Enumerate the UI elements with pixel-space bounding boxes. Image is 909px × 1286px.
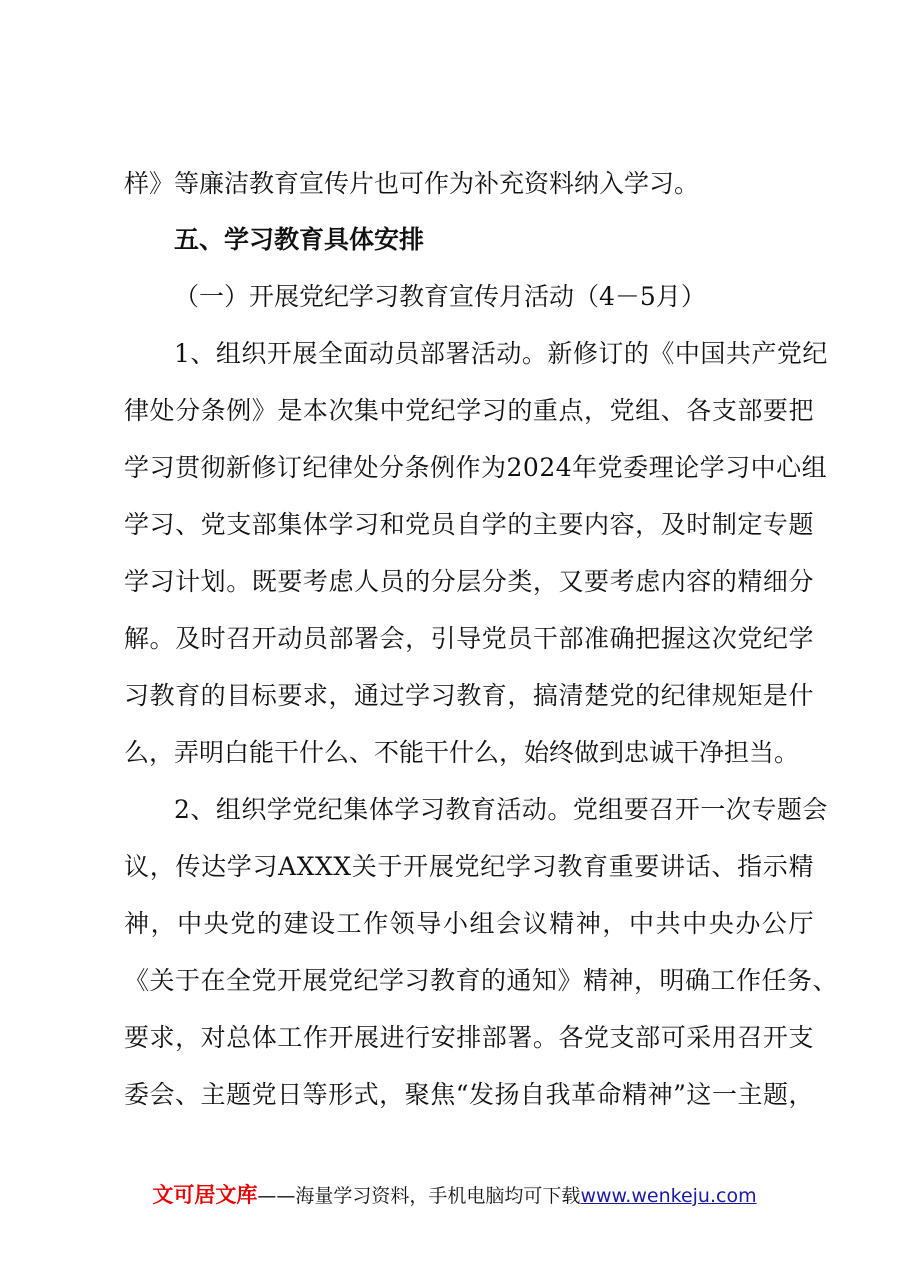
- paragraph-line: 神，中央党的建设工作领导小组会议精神，中共中央办公厅: [124, 909, 814, 938]
- footer-banner: [0, 1180, 909, 1211]
- footer-link[interactable]: www.wenkeju.com: [580, 1185, 757, 1207]
- paragraph-line: 习教育的目标要求，通过学习教育，搞清楚党的纪律规矩是什: [124, 681, 814, 710]
- paragraph-line: 《关于在全党开展党纪学习教育的通知》精神，明确工作任务、: [124, 966, 839, 995]
- paragraph-line: 律处分条例》是本次集中党纪学习的重点，党组、各支部要把: [124, 396, 814, 425]
- paragraph-line: 要求，对总体工作开展进行安排部署。各党支部可采用召开支: [124, 1023, 814, 1052]
- footer-slogan: ——海量学习资料，手机电脑均可下载: [257, 1185, 581, 1207]
- section-heading: 五、学习教育具体安排: [174, 225, 425, 254]
- paragraph-line: 委会、主题党日等形式，聚焦“发扬自我革命精神”这一主题，: [124, 1080, 814, 1109]
- paragraph-line: 议，传达学习AXXX关于开展党纪学习教育重要讲话、指示精: [124, 852, 814, 881]
- paragraph-line: 解。及时召开动员部署会，引导党员干部准确把握这次党纪学: [124, 624, 814, 653]
- paragraph-line: 学习贯彻新修订纪律处分条例作为2024年党委理论学习中心组: [124, 453, 828, 482]
- paragraph-line: 学习、党支部集体学习和党员自学的主要内容，及时制定专题: [124, 510, 814, 539]
- paragraph-line: 样》等廉洁教育宣传片也可作为补充资料纳入学习。: [124, 169, 700, 198]
- paragraph-line: 学习计划。既要考虑人员的分层分类，又要考虑内容的精细分: [124, 567, 814, 596]
- paragraph-line: 1、组织开展全面动员部署活动。新修订的《中国共产党纪: [174, 339, 828, 368]
- paragraph-line: 么，弄明白能干什么、不能干什么，始终做到忠诚干净担当。: [124, 738, 800, 767]
- paragraph-line: 2、组织学党纪集体学习教育活动。党组要召开一次专题会: [174, 795, 828, 824]
- subsection-heading: （一）开展党纪学习教育宣传月活动（4－5月）: [174, 282, 706, 311]
- footer-brand: 文可居文库: [152, 1183, 258, 1207]
